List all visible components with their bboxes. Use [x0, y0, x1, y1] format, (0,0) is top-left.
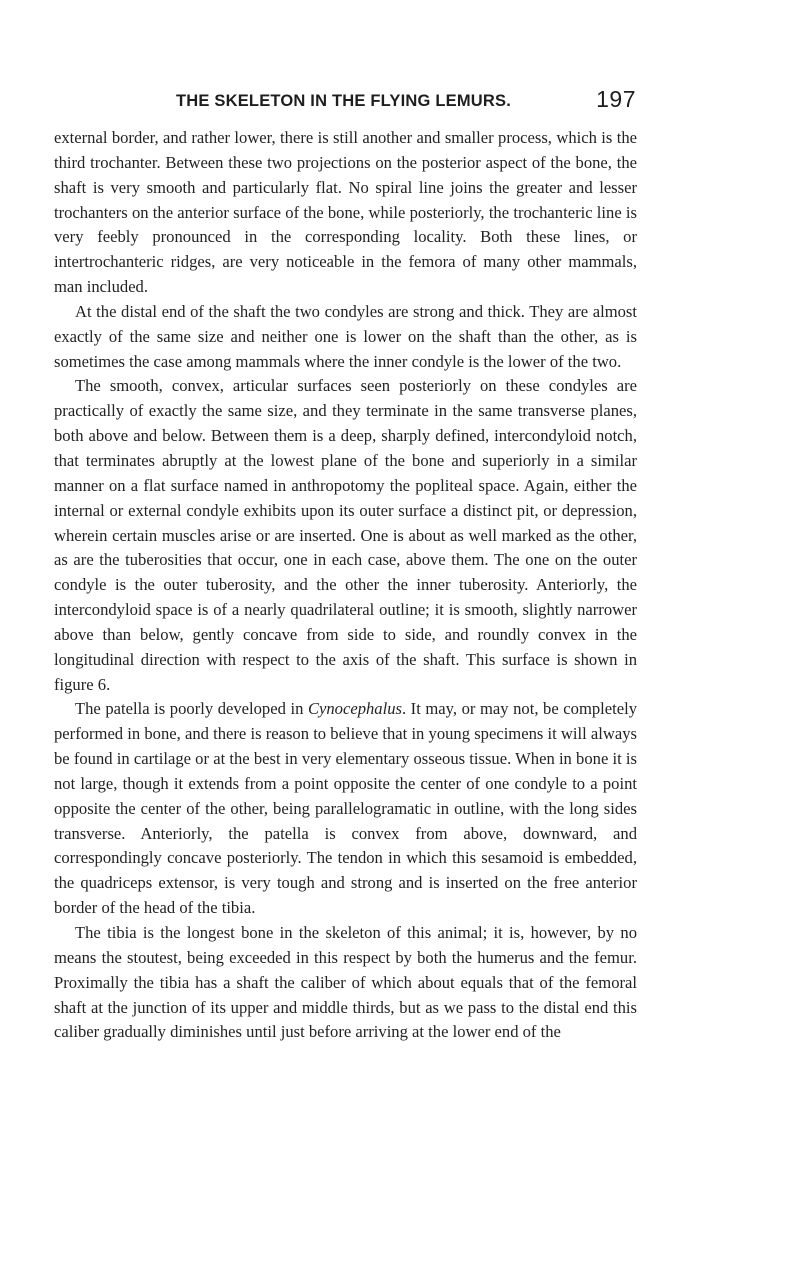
page-number: 197 [596, 86, 636, 112]
paragraph-articular-surfaces: The smooth, convex, articular surfaces seen posteriorly on these condyles are practically of exactly the same size, and they terminate in the same transverse planes, both above and below. Between them is a deep, sharply defined, intercondyloid notch, that terminates abruptly at the lowest plane of the bone and superiorly in a similar manner on a flat surface named in anthropotomy the popliteal space. Again, either the internal or external condyle exhibits upon its outer surface a distinct pit, or depression, wherein certain muscles arise or are inserted. One is about as well marked as the other, as are the tuberosities that occur, one in each case, above them. The one on the outer condyle is the outer tuberosity, and the other the inner tuberosity. Anteriorly, the intercondyloid space is of a nearly quadrilateral outline; it is smooth, slightly narrower above than below, gently concave from side to side, and roundly convex in the longitudinal direction with respect to the axis of the shaft. This surface is shown in figure 6. [54, 376, 637, 694]
paragraph-patella [54, 697, 637, 921]
patella-text-start: The patella is poorly developed in [75, 699, 308, 719]
body-text [54, 126, 637, 1045]
paragraph-femur-trochanter: external border, and rather lower, there is still another and smaller process, which is the third trochanter. Between these two projections on the posterior aspect of the bone, the shaft is very smooth and particularly flat. No spiral line joins the greater and lesser trochanters on the anterior surface of the bone, while posteriorly, the trochanteric line is very feebly pronounced in the corresponding locality. Both these lines, or intertrochanteric ridges, are very noticeable in the femora of many other mammals, man included. [54, 128, 637, 297]
patella-text-rest: . It may, or may not, be completely performed in bone, and there is reason to believe that in young specimens it will always be found in cartilage or at the best in very elementary osseous tissue. When in bone it is not large, though it extends from a point opposite the center of one condyle to a point opposite the center of the other, being parallelogramatic in outline, with the long sides transverse. Anteriorly, the patella is convex from above, downward, and correspondingly concave posteriorly. The tendon in which this sesamoid is embedded, the quadriceps extensor, is very tough and strong and is inserted on the free anterior border of the head of the tibia. [54, 699, 637, 918]
running-title: THE SKELETON IN THE FLYING LEMURS. [176, 92, 511, 110]
paragraph-tibia: The tibia is the longest bone in the skeleton of this animal; it is, however, by no means the stoutest, being exceeded in this respect by both the humerus and the femur. Proximally the tibia has a shaft the caliber of which about equals that of the femoral shaft at the junction of its upper and middle thirds, but as we pass to the distal end this caliber gradually diminishes until just before arriving at the lower end of the [54, 923, 637, 1042]
running-head [176, 86, 636, 118]
genus-name: Cynocephalus [307, 699, 402, 719]
paragraph-distal-condyles: At the distal end of the shaft the two condyles are strong and thick. They are almost exactly of the same size and neither one is lower on the shaft than the other, as is sometimes the case among mammals where the inner condyle is the lower of the two. [54, 301, 637, 371]
